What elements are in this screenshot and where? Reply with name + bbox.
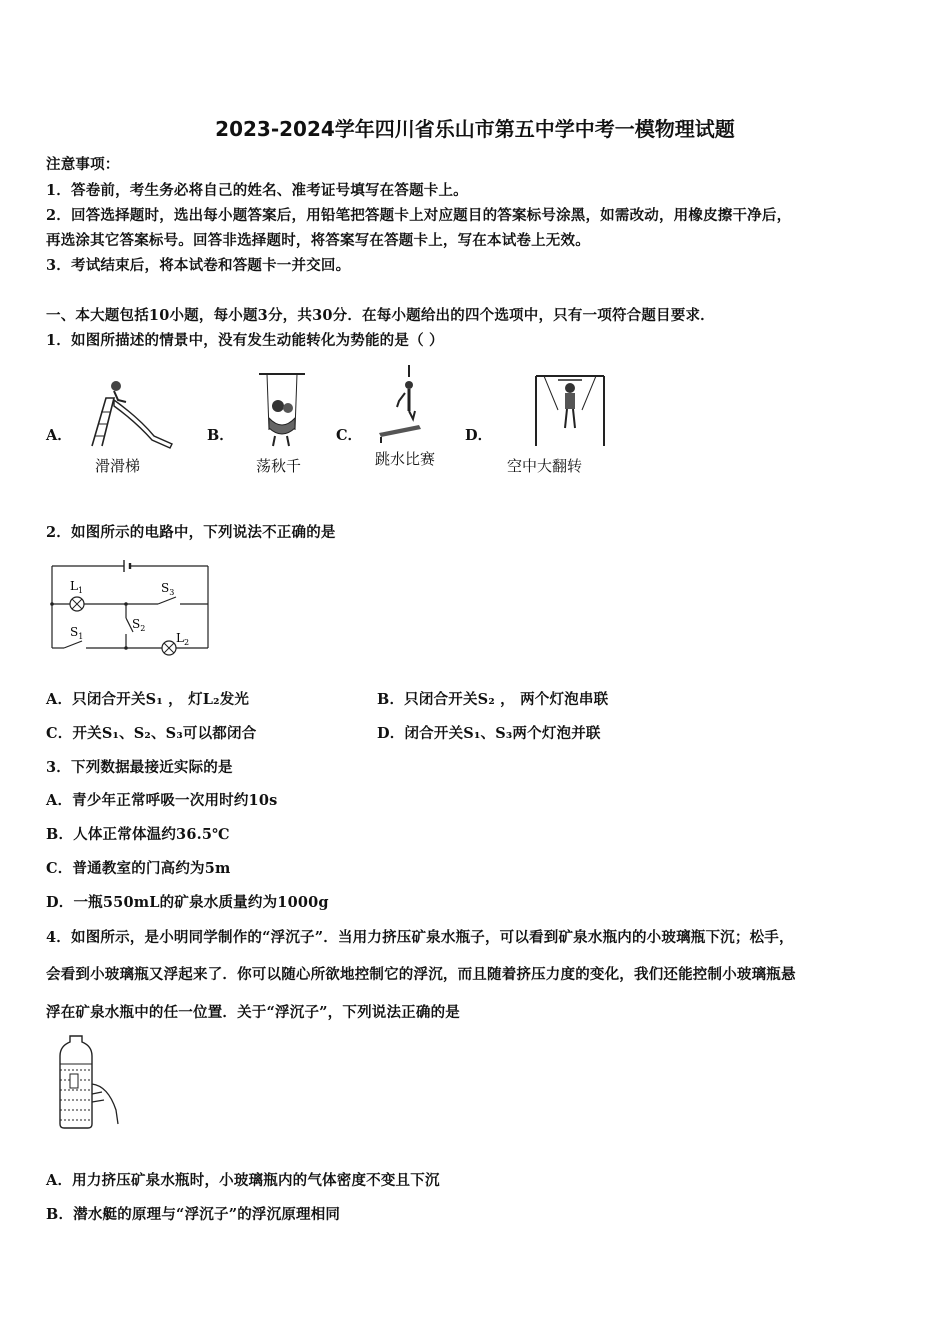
q2-option-b: B．只闭合开关S₂ ， 两个灯泡串联	[377, 691, 609, 708]
svg-text:L1	[70, 579, 83, 595]
l2-label: L	[176, 631, 184, 645]
q1-option-a-caption: 滑滑梯	[95, 457, 141, 475]
q4-stem-line: 会看到小玻璃瓶又浮起来了．你可以随心所欲地控制它的浮沉，而且随着挤压力度的变化，我们还能控制小玻璃瓶悬	[46, 966, 796, 983]
s2-sub: 2	[140, 624, 146, 633]
q2-stem: 2．如图所示的电路中，下列说法不正确的是	[46, 524, 336, 541]
q1-option-c-letter: C．	[336, 427, 363, 444]
q1-option-b-caption: 荡秋千	[256, 457, 302, 475]
q1-option-d-caption: 空中大翻转	[507, 457, 583, 475]
notice-item: 1．答卷前，考生务必将自己的姓名、准考证号填写在答题卡上。	[46, 182, 468, 199]
s1-sub: 1	[78, 632, 84, 641]
q1-stem: 1．如图所描述的情景中，没有发生动能转化为势能的是（ ）	[46, 332, 444, 349]
q4-stem-line: 浮在矿泉水瓶中的任一位置．关于“浮沉子”，下列说法正确的是	[46, 1004, 460, 1021]
diving-figure	[375, 363, 445, 445]
circuit-diagram	[46, 556, 214, 656]
notice-item: 再选涂其它答案标号。回答非选择题时，将答案写在答题卡上，写在本试卷上无效。	[46, 232, 590, 249]
l2-sub: 2	[183, 638, 190, 647]
svg-text:S1	[70, 625, 83, 641]
q2-option-a: A．只闭合开关S₁ ， 灯L₂发光	[46, 691, 250, 708]
svg-text:S2	[132, 617, 145, 633]
q3-option: A．青少年正常呼吸一次用时约10s	[46, 792, 278, 809]
q3-option: B．人体正常体温约36.5℃	[46, 826, 230, 843]
q1-option-c-caption: 跳水比赛	[375, 450, 436, 468]
page-title: 2023-2024学年四川省乐山市第五中学中考一模物理试题	[215, 117, 735, 141]
s3-label: S	[161, 581, 170, 595]
notice-heading: 注意事项：	[46, 156, 120, 173]
slide-figure	[84, 378, 176, 450]
q3-option: D．一瓶550mL的矿泉水质量约为1000g	[46, 894, 329, 911]
l1-sub: 1	[77, 586, 84, 595]
s2-label: S	[132, 617, 141, 631]
notice-item: 2．回答选择题时，选出每小题答案后，用铅笔把答题卡上对应题目的答案标号涂黑，如需改动，用橡皮擦干净后，	[46, 207, 792, 224]
s1-label: S	[70, 625, 79, 639]
q1-option-b-letter: B．	[207, 427, 234, 444]
l1-label: L	[70, 579, 78, 593]
q1-option-d-letter: D．	[465, 427, 493, 444]
s3-sub: 3	[169, 588, 175, 597]
svg-text:L2	[176, 631, 189, 647]
q4-option: B．潜水艇的原理与“浮沉子”的浮沉原理相同	[46, 1206, 341, 1223]
swing-figure	[255, 370, 311, 450]
q3-option: C．普通教室的门高约为5m	[46, 860, 231, 877]
q2-option-d: D．闭合开关S₁、S₃两个灯泡并联	[377, 725, 601, 742]
q4-option: A．用力挤压矿泉水瓶时，小玻璃瓶内的气体密度不变且下沉	[46, 1172, 440, 1189]
q2-option-c: C．开关S₁、S₂、S₃可以都闭合	[46, 725, 257, 742]
svg-text:S3	[161, 581, 174, 597]
section-heading: 一、本大题包括10小题，每小题3分，共30分．在每小题给出的四个选项中，只有一项符合题目要求．	[46, 307, 715, 324]
notice-item: 3．考试结束后，将本试卷和答题卡一并交回。	[46, 257, 351, 274]
q3-stem: 3．下列数据最接近实际的是	[46, 759, 233, 776]
q1-option-a-letter: A．	[46, 427, 72, 444]
cartesian-diver-figure	[52, 1034, 124, 1130]
flip-figure	[530, 370, 610, 450]
q4-stem-line: 4．如图所示，是小明同学制作的“浮沉子”．当用力挤压矿泉水瓶子，可以看到矿泉水瓶内的小玻璃瓶下沉；松手，	[46, 929, 794, 946]
